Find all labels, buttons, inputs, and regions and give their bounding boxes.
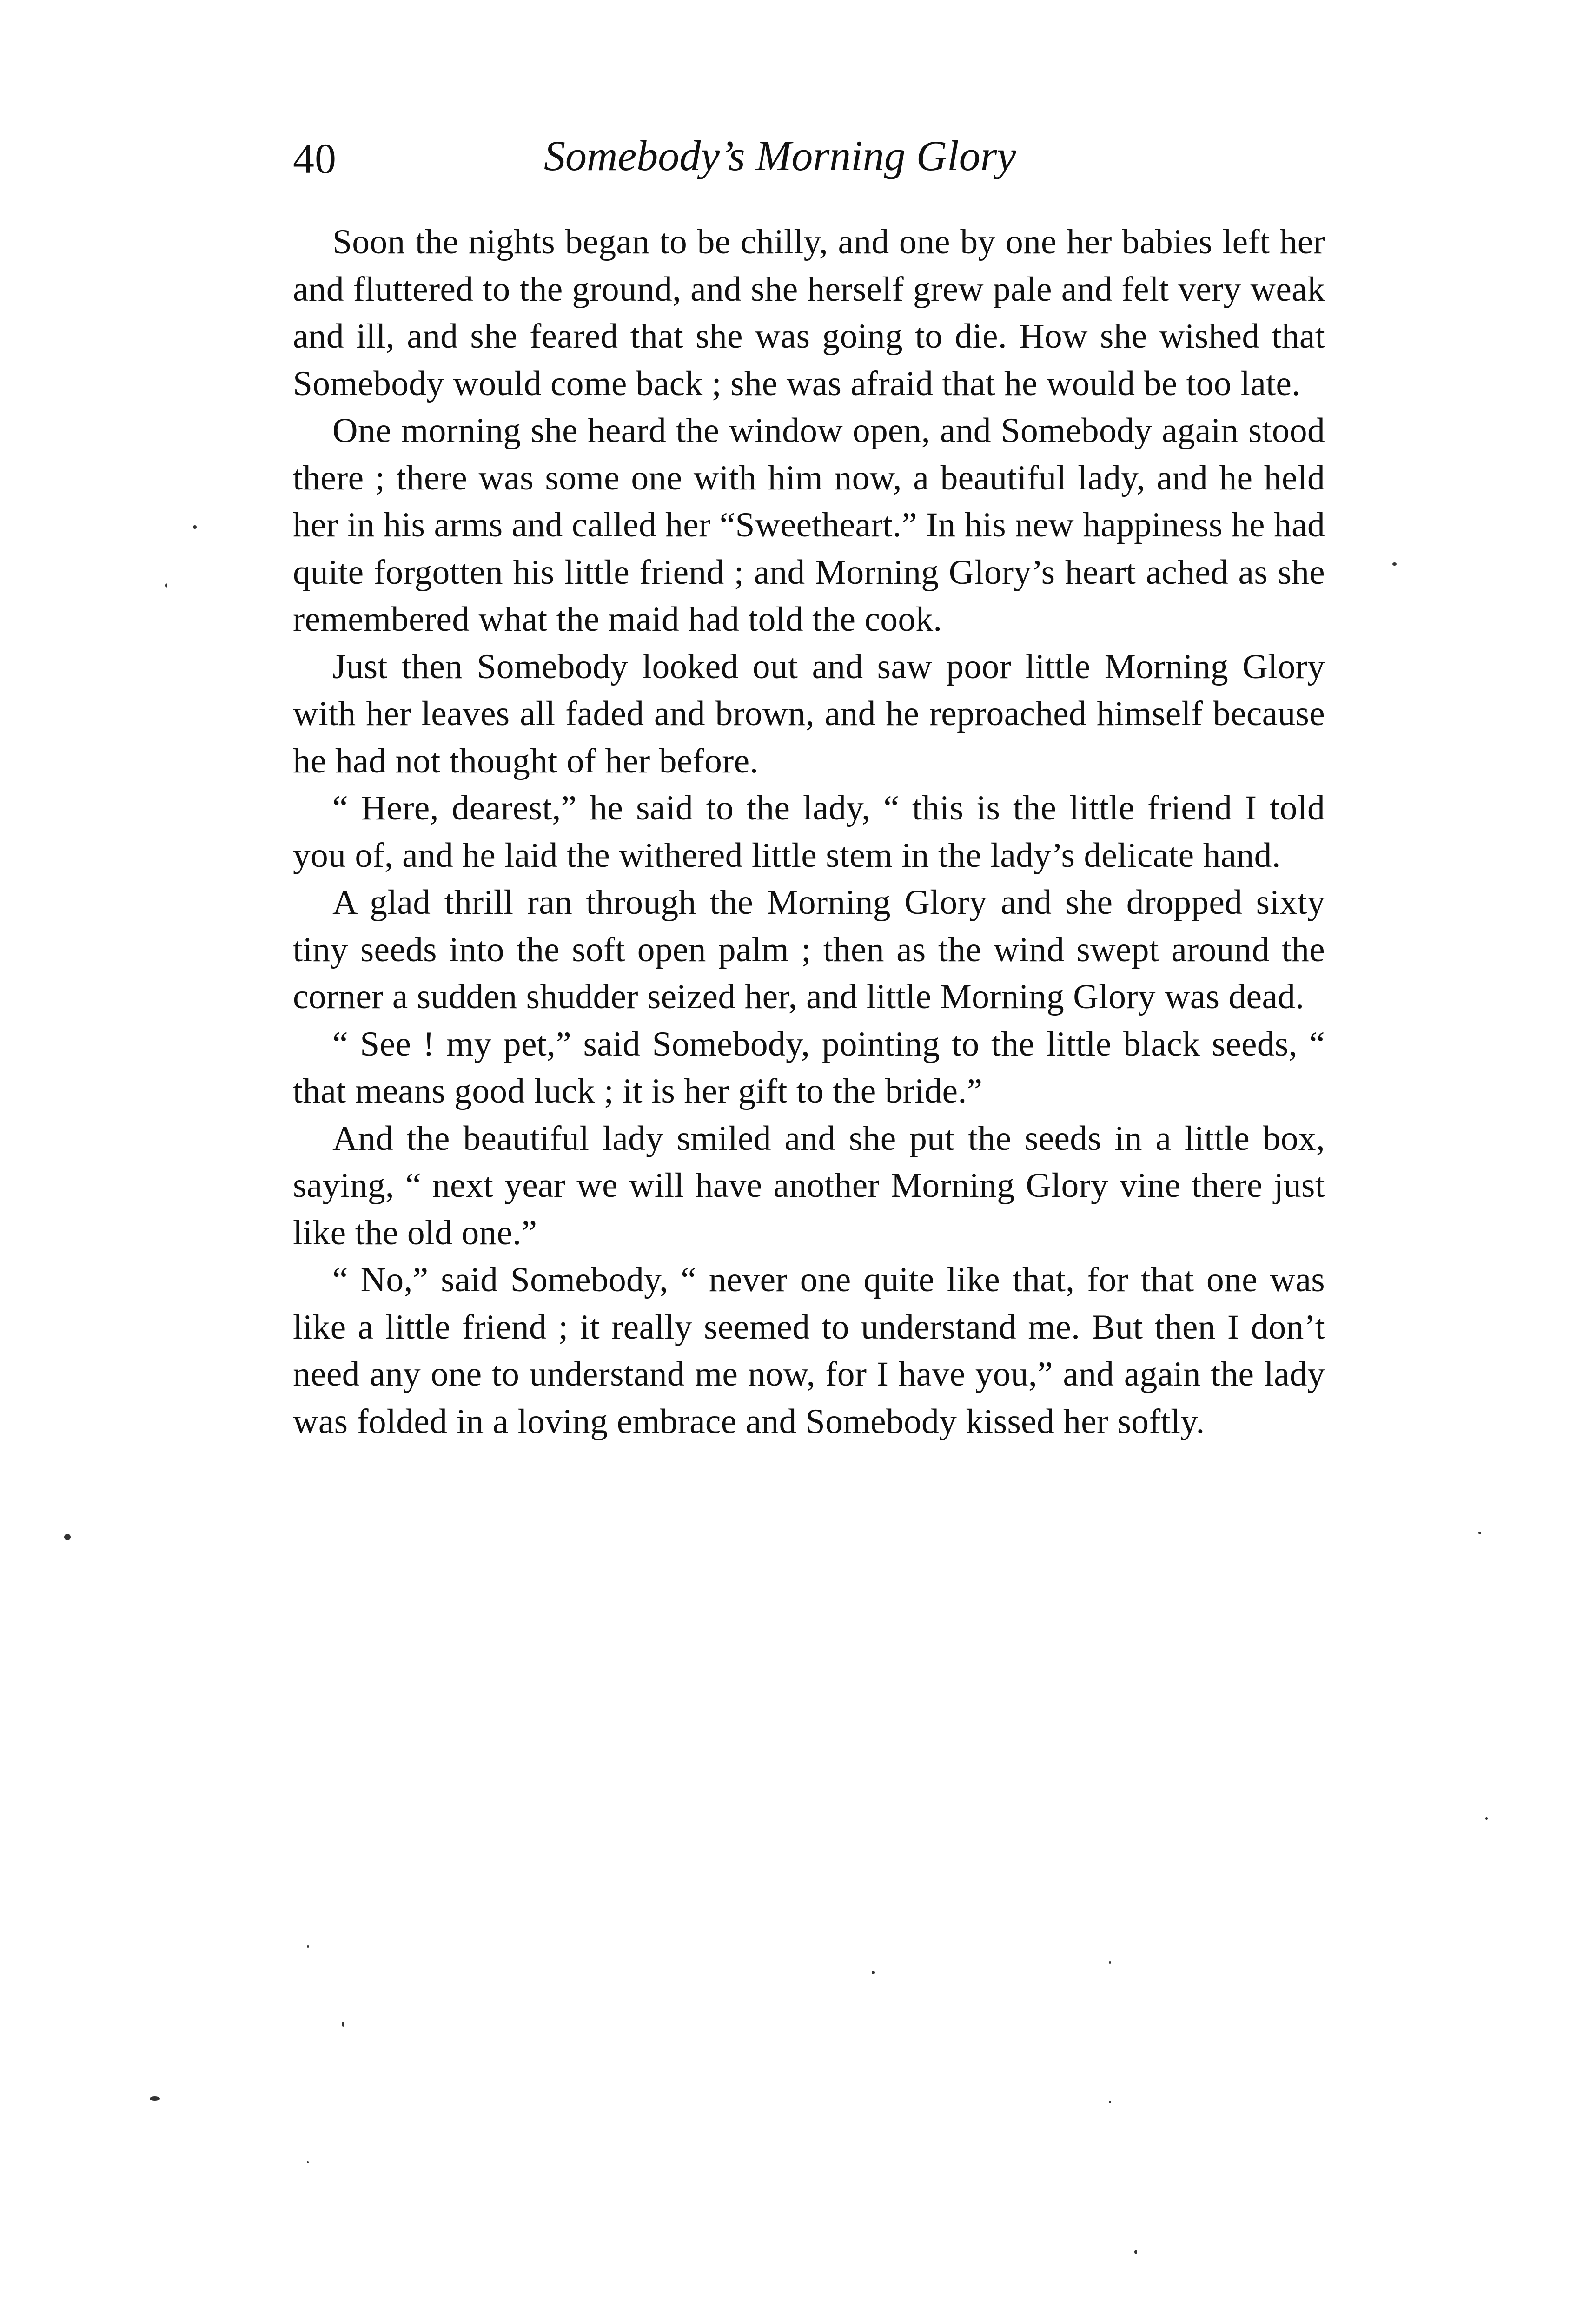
dust-speck <box>1485 1817 1488 1820</box>
body-text <box>293 218 1325 1445</box>
dust-speck <box>307 1945 309 1948</box>
dust-speck <box>1109 2101 1111 2103</box>
dust-speck <box>1392 562 1397 566</box>
dust-speck <box>307 2161 309 2163</box>
paragraph: One morning she heard the window open, and Somebody again stood there ; there was some one with him now, a beautiful lady, and he held her in his arms and called her “Sweetheart.” In his new happiness he had quite forgotten his little friend ; and Morning Glory’s heart ached as she remembered what the maid had told the cook. <box>293 411 1325 639</box>
page-number: 40 <box>293 135 337 182</box>
paragraph: Just then Somebody looked out and saw poor little Morning Glory with her leaves all faded and brown, and he reproached himself because he had not thought of her before. <box>293 647 1325 780</box>
dust-speck <box>1109 1961 1111 1964</box>
dust-speck <box>1478 1532 1481 1534</box>
paragraph: “ Here, dearest,” he said to the lady, “ this is the little friend I told you of, and he laid the withered little stem in the lady’s delicate hand. <box>293 789 1325 875</box>
dust-speck <box>1134 2250 1137 2254</box>
page-header <box>293 125 1323 191</box>
paragraph: “ See ! my pet,” said Somebody, pointing to the little black seeds, “ that means good luck ; it is her gift to the bride.” <box>293 1024 1325 1110</box>
paragraph: Soon the nights began to be chilly, and one by one her babies left her and fluttered to the ground, and she herself grew pale and felt very weak and ill, and she feared that she was going to die. How she wished that Somebody would come back ; she was afraid that he would be too late. <box>293 223 1325 403</box>
dust-speck <box>150 2096 160 2101</box>
running-head: Somebody’s Morning Glory <box>544 132 1016 179</box>
paragraph: A glad thrill ran through the Morning Glory and she dropped sixty tiny seeds into the soft open palm ; then as the wind swept around the corner a sudden shudder seized her, and little Morning Glory was dead. <box>293 883 1325 1016</box>
dust-speck <box>872 1971 875 1974</box>
dust-speck <box>64 1534 71 1540</box>
paragraph: And the beautiful lady smiled and she put the seeds in a little box, saying, “ next year we will have another Morning Glory vine there just like the old one.” <box>293 1119 1325 1252</box>
dust-speck <box>165 583 167 588</box>
paragraph: “ No,” said Somebody, “ never one quite like that, for that one was like a little friend ; it really seemed to understand me. But then I don’t need any one to understand me now, for I have you,” and again the lady was folded in a loving embrace and Somebody kissed her softly. <box>293 1261 1325 1441</box>
dust-speck <box>342 2022 344 2027</box>
dust-speck <box>193 525 197 529</box>
